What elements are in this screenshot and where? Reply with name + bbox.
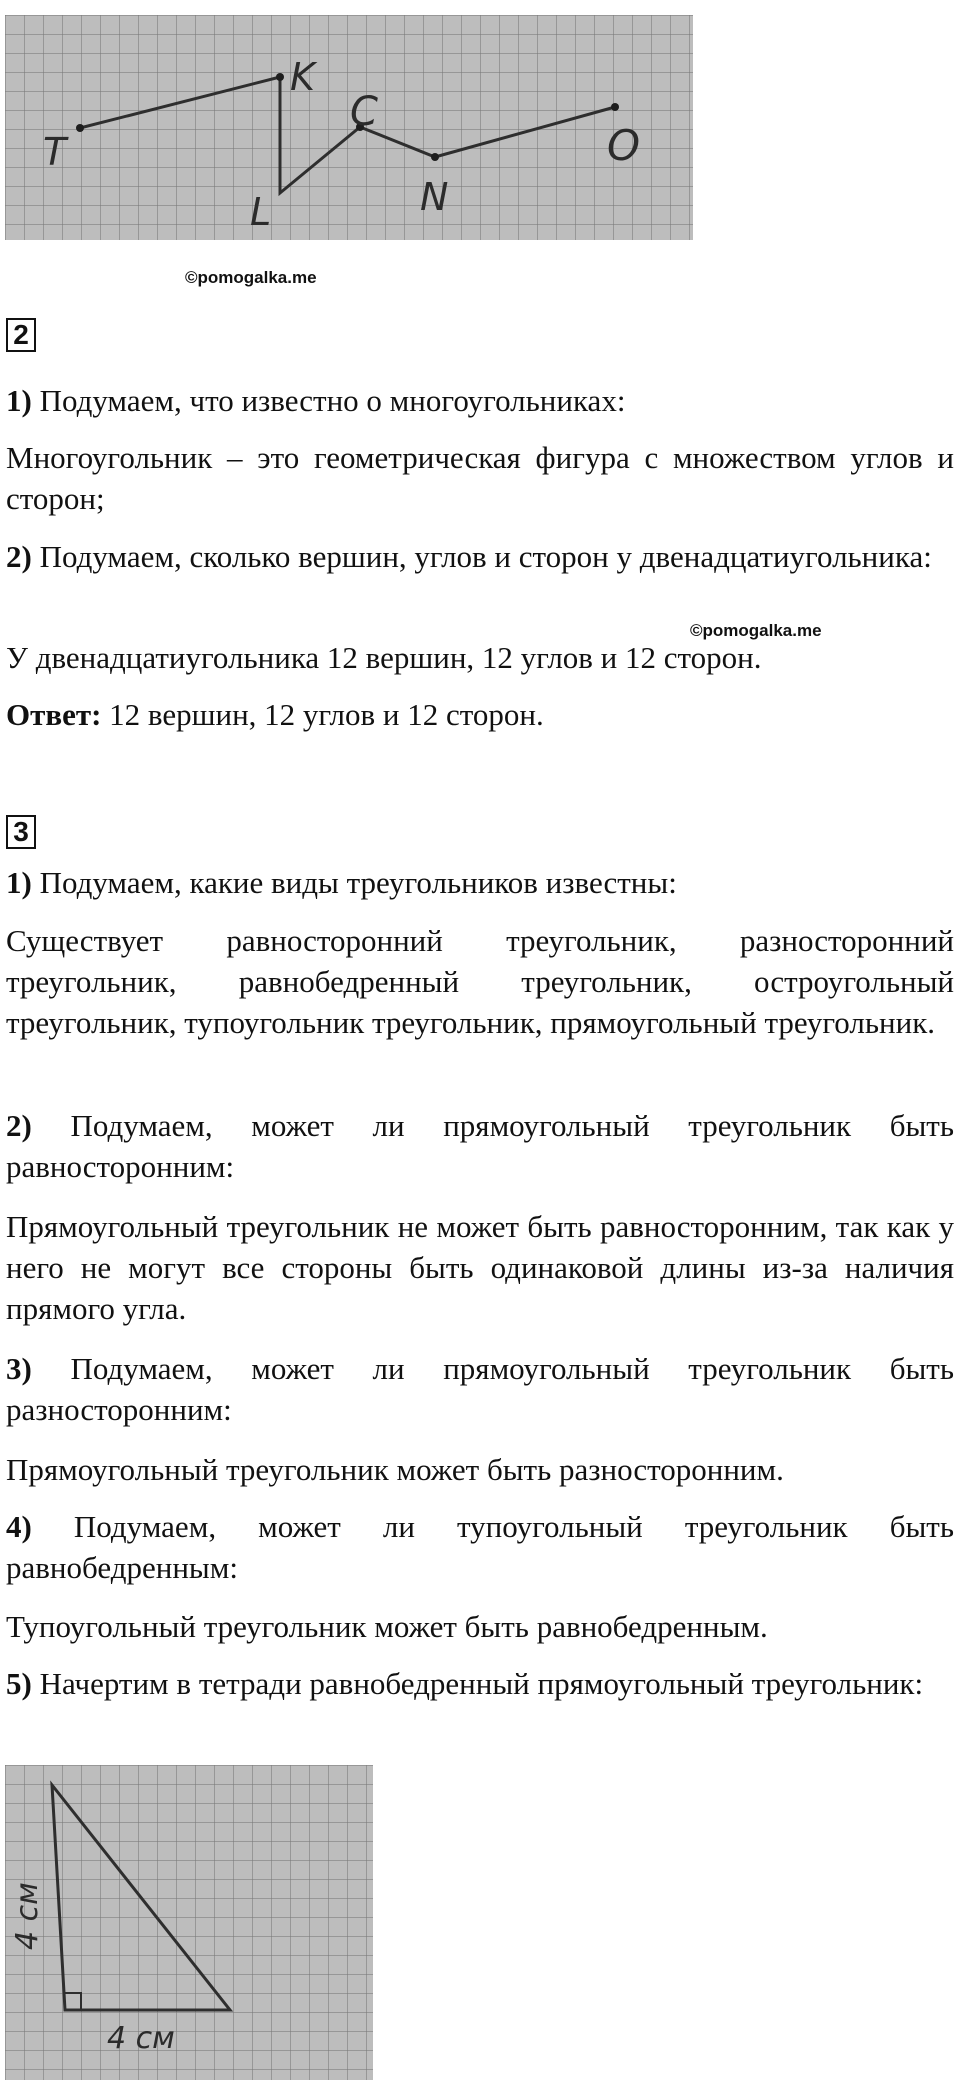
right-triangle-figure	[5, 1765, 373, 2080]
task-number-3: 3	[6, 815, 36, 849]
step-number: 3)	[6, 1351, 32, 1386]
task2-step1	[6, 380, 954, 421]
point-label-n: N	[420, 175, 449, 219]
point-label-l: L	[250, 190, 272, 234]
broken-line-drawing	[5, 15, 693, 240]
step-question: Подумаем, может ли прямоугольный треугольник быть разносторонним:	[6, 1351, 954, 1427]
leg-length-vertical: 4 см	[10, 1882, 45, 1950]
task3-step2	[6, 1105, 954, 1187]
task3-step5	[6, 1663, 954, 1704]
task3-step4	[6, 1506, 954, 1588]
step-question: Подумаем, может ли тупоугольный треугольник быть равнобедренным:	[6, 1509, 954, 1585]
step-number: 2)	[6, 539, 32, 574]
point-label-c: C	[350, 89, 378, 135]
answer-label: Ответ:	[6, 697, 102, 732]
step-question: Подумаем, может ли прямоугольный треугольник быть равносторонним:	[6, 1108, 954, 1184]
task3-step3	[6, 1348, 954, 1430]
point-label-t: T	[43, 130, 67, 174]
step-number: 5)	[6, 1666, 32, 1701]
task2-step2	[6, 536, 954, 577]
step-number: 1)	[6, 383, 32, 418]
step-question: Подумаем, сколько вершин, углов и сторон у двенадцатиугольника:	[31, 539, 932, 574]
step-number: 2)	[6, 1108, 32, 1143]
task3-step2-answer: Прямоугольный треугольник не может быть равносторонним, так как у него не могут все стороны быть одинаковой длины из-за наличия прямого угла.	[6, 1209, 954, 1326]
step-number: 1)	[6, 865, 32, 900]
task2-final-answer	[6, 694, 954, 735]
task3-step4-answer: Тупоугольный треугольник может быть равнобедренным.	[6, 1609, 768, 1644]
task3-step1-answer: Существует равносторонний треугольник, разносторонний треугольник, равнобедренный треугольник, остроугольный треугольник, тупоугольник треугольник, прямоугольный треугольник.	[6, 923, 954, 1040]
step-question: Подумаем, что известно о многоугольниках:	[31, 383, 626, 418]
watermark: ©pomogalka.me	[185, 268, 317, 287]
task2-step1-answer: Многоугольник – это геометрическая фигура с множеством углов и сторон;	[6, 440, 954, 516]
task-number-2: 2	[6, 318, 36, 352]
answer-text: 12 вершин, 12 углов и 12 сторон.	[101, 697, 544, 732]
watermark: ©pomogalka.me	[690, 621, 822, 640]
step-number: 4)	[6, 1509, 32, 1544]
point-label-o: O	[607, 121, 641, 170]
point-label-k: K	[290, 55, 315, 99]
right-triangle-drawing	[5, 1765, 373, 2080]
task2-step2-answer: У двенадцатиугольника 12 вершин, 12 углов и 12 сторон.	[6, 640, 762, 675]
step-question: Подумаем, какие виды треугольников известны:	[31, 865, 677, 900]
step-question: Начертим в тетради равнобедренный прямоугольный треугольник:	[31, 1666, 924, 1701]
task3-step1	[6, 862, 954, 903]
leg-length-horizontal: 4 см	[107, 2021, 175, 2056]
broken-line-figure	[5, 15, 693, 240]
task3-step3-answer: Прямоугольный треугольник может быть разносторонним.	[6, 1452, 784, 1487]
